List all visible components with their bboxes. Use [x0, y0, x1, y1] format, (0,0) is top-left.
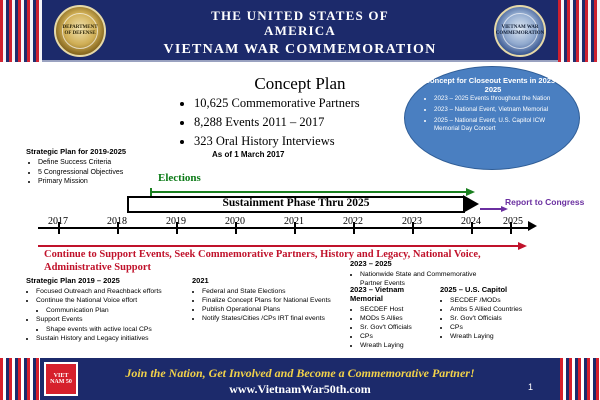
footer-tagline: Join the Nation, Get Involved and Become a Commemorative Partner! — [125, 366, 475, 380]
flag-stripes-footer-right — [560, 358, 600, 400]
timeline-axis — [30, 216, 575, 240]
slide-footer — [0, 358, 600, 400]
column-strategic-plan — [26, 276, 186, 343]
list-item: • Federal and State Elections — [202, 287, 342, 296]
list-item: • Focused Outreach and Reachback efforts — [36, 287, 186, 296]
list-item: • CPs — [360, 332, 430, 341]
header-line-3: VIETNAM WAR COMMEMORATION — [163, 42, 437, 57]
list-item: • Continue the National Voice effort • Communication Plan — [36, 296, 186, 315]
list-item: • 323 Oral History Interviews — [194, 134, 458, 149]
list-item: • Sustain History and Legacy initiatives — [36, 334, 186, 343]
list-item: • 8,288 Events 2011 – 2017 — [194, 115, 458, 130]
timeline-year: 2017 — [48, 216, 68, 227]
section-heading: Strategic Plan for 2019-2025 — [26, 147, 127, 156]
timeline-year: 2025 — [503, 216, 523, 227]
list-item: • Nationwide State and Commemorative Partner Events — [360, 270, 495, 288]
column-2021 — [192, 276, 342, 323]
sustainment-phase-label: Sustainment Phase Thru 2025 — [222, 197, 370, 209]
column-2023-vietnam-memorial — [350, 285, 430, 350]
as-of-date: As of 1 March 2017 — [212, 150, 285, 159]
column-2023-2025 — [350, 259, 495, 288]
list-item: • Finalize Concept Plans for National Events — [202, 296, 342, 305]
closeout-callout — [404, 66, 580, 170]
list-item: • 2023 – National Event, Vietnam Memorial — [434, 106, 571, 114]
section-heading: 2021 — [192, 276, 209, 285]
vietnam-war-50-logo-icon: VIET NAM 50 — [44, 362, 78, 396]
list-subitem: • Shape events with active local CPs — [46, 325, 186, 334]
elections-arrow-icon — [150, 188, 478, 196]
elections-label: Elections — [158, 172, 201, 184]
slide-header — [0, 0, 600, 62]
list-item: • 5 Congressional Objectives — [38, 168, 176, 178]
header-line-1: THE UNITED STATES OF — [211, 8, 389, 23]
list-item: • 10,625 Commemorative Partners — [194, 96, 458, 111]
timeline-year: 2023 — [402, 216, 422, 227]
header-line-2: AMERICA — [264, 23, 336, 38]
list-subitem: • Communication Plan — [46, 306, 186, 315]
list-item: • Wreath Laying — [360, 341, 430, 350]
strategic-plan-2019-2025-top — [26, 147, 176, 187]
header-title-block — [100, 8, 500, 59]
column-2025-us-capitol — [440, 285, 550, 341]
closeout-title: Concept for Closeout Events in 2023 – 2025 — [424, 76, 562, 94]
list-item: • Define Success Criteria — [38, 158, 176, 168]
report-arrow-icon — [480, 206, 510, 212]
list-item: • 2025 – National Event, U.S. Capitol ICW Memorial Day Concert — [434, 117, 571, 133]
commemoration-seal-icon — [494, 5, 546, 57]
dod-seal-icon — [54, 5, 106, 57]
flag-stripes-right — [558, 0, 600, 62]
report-to-congress-label: Report to Congress — [505, 197, 585, 207]
timeline-year: 2021 — [284, 216, 304, 227]
flag-stripes-left — [0, 0, 42, 62]
list-item: • Ambs 5 Allied Countries — [450, 305, 550, 314]
section-heading: 2023 – Vietnam Memorial — [350, 285, 405, 303]
continue-support-banner: Continue to Support Events, Seek Commemorative Partners, History and Legacy, National Voice, Administrative Support — [44, 249, 481, 273]
list-item: • SECDEF /MODs — [450, 296, 550, 305]
footer-url[interactable]: www.VietnamWar50th.com — [229, 382, 371, 396]
list-item: • Sr. Gov't Officials — [450, 314, 550, 323]
section-heading: 2023 – 2025 — [350, 259, 392, 268]
list-item: • MODs 5 Allies — [360, 314, 430, 323]
list-item: • Notify States/Cities /CPs IRT final events — [202, 314, 342, 323]
list-item: • Sr. Gov't Officials — [360, 323, 430, 332]
timeline-year: 2018 — [107, 216, 127, 227]
list-item: • Support Events • Shape events with active local CPs — [36, 315, 186, 334]
timeline-year: 2022 — [343, 216, 363, 227]
list-item: • Wreath Laying — [450, 332, 550, 341]
timeline-year: 2019 — [166, 216, 186, 227]
section-heading: 2025 – U.S. Capitol — [440, 285, 508, 294]
list-item: • Primary Mission — [38, 177, 176, 187]
flag-stripes-footer-left — [0, 358, 40, 400]
section-heading: Strategic Plan 2019 – 2025 — [26, 276, 120, 285]
commemoration-seal-label: VIETNAM WAR COMMEMORATION — [502, 13, 538, 49]
dod-seal-label: DEPARTMENT OF DEFENSE — [62, 13, 98, 49]
list-item: • CPs — [450, 323, 550, 332]
timeline-year: 2024 — [461, 216, 481, 227]
sustainment-phase-arrow — [127, 196, 479, 213]
timeline-year: 2020 — [225, 216, 245, 227]
list-item: • SECDEF Host — [360, 305, 430, 314]
list-item: • 2023 – 2025 Events throughout the Nation — [434, 95, 571, 103]
list-item: • Publish Operational Plans — [202, 305, 342, 314]
page-number: 1 — [528, 382, 534, 392]
page-title: Concept Plan — [254, 74, 346, 93]
